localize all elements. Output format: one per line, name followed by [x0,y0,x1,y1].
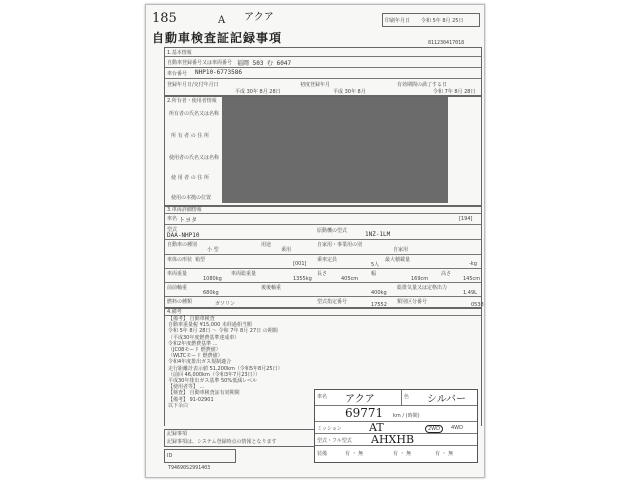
remark-line: （前回 46,000km（令和3年7月23日）） [168,371,261,378]
length: 405cm [341,276,359,282]
section4-label: 4.備考 [167,309,182,315]
weight: 1080kg [203,276,222,282]
sticker-maker-label: 車名 [317,394,328,400]
remark-line: 自動車重量税 ¥15,000 未経過相当額 [168,322,252,329]
maker: トヨタ [179,217,198,224]
hand-model: アクア [244,12,274,23]
front-axle: 680kg [203,290,219,296]
rear-axle: 400kg [371,290,387,296]
section3-label: 3.車両詳細情報 [167,207,202,213]
expiry: 令和 7年 8月 28日 [433,89,476,95]
owner-address-label: 所 有 者 の 住 所 [171,133,209,139]
id-label: ID [167,453,173,459]
first-reg-label: 登録年月日/交付年月日 [167,82,219,88]
user-address-label: 使 用 者 の 住 所 [171,175,209,181]
kind: 自家用 [393,247,409,253]
use-label: 用途 [261,242,272,248]
redacted-block [222,97,448,203]
user-name-label: 使用者の氏名又は名称 [169,155,220,161]
shape-code: [001] [293,261,307,267]
width: 169cm [411,276,429,282]
gross: 1355kg [293,276,312,282]
sticker-options-b: 有 ・ 無 [393,451,412,457]
kind-label: 自家用・事業用の別 [317,242,363,248]
page-title: 自動車検査証記録事項 [152,31,283,45]
width-label: 幅 [371,271,377,277]
doc-number: 811230417018 [428,40,465,46]
use: 乗用 [281,247,292,253]
fuel: ガソリン [215,301,236,307]
sticker-color-label: 色 [404,394,410,400]
type-no: 17552 [371,302,387,308]
hand-number: 185 [152,11,177,26]
print-date-box [382,13,480,27]
inspection-sticker [314,389,478,463]
front-axle-label: 前前軸重 [167,285,188,291]
sticker-maker: アクア [345,394,375,405]
record-box [164,429,316,447]
sticker-km-label: km / (時間) [393,413,420,419]
displacement: 1.49L [463,290,477,296]
remark-line: 【備考】 91-02901 [168,396,214,403]
hand-letter: A [218,15,226,26]
section2-label: 2.所有者・使用者情報 [167,98,217,104]
shape: 箱型 [195,257,206,263]
sticker-options-label: 装備 [317,451,328,457]
document-page [145,4,485,478]
height-label: 高さ [441,271,452,277]
type-no-label: 型式指定番号 [317,299,348,305]
displacement-label: 総排気量又は定格出力 [397,285,448,291]
remark-line: 走行距離計表示値 51,200km（令和5年8月25日） [168,365,283,372]
remark-line: 平成30年排出ガス基準 50%低減レベル [168,378,258,385]
owner-name-label: 所有者の氏名又は名称 [169,111,220,117]
id-value: T94690S2991403 [168,465,211,471]
model-label: 型式 [167,227,178,233]
sticker-options-a: 有 ・ 無 [345,451,364,457]
vin: NHP10-6773586 [195,69,242,76]
sticker-model-label: 型式・フル型式 [317,438,352,444]
class-no-label: 類別区分番号 [397,299,428,305]
first-reg2: 平成 30年 8月 [333,89,366,95]
model: DAA-NHP10 [167,232,200,239]
engine-label: 原動機の型式 [317,228,348,234]
remark-line: 【検査】 自動車検査証有効期間 [168,390,240,397]
engine: 1NZ-1LM [365,231,391,238]
gross-label: 車両総重量 [231,271,257,277]
section-basic-info [164,47,482,97]
record-note: 記録事項は、システム登録時点の情報となります [167,439,277,445]
base-location-label: 使用の本拠の位置 [171,195,212,201]
remark-line: 令和 5年 8月 28日 ～ 令和 7年 8月 27日 の期間 [168,328,278,335]
id-box [164,449,236,463]
first-reg2-label: 初度登録年月 [300,82,331,88]
class-no: 0538 [471,302,484,308]
weight-label: 車両重量 [167,271,188,277]
remark-line: （平成30年度燃費基準達成車） [168,334,240,341]
plate-number: 福岡 503 む 6047 [237,60,292,67]
rear-axle-label: 後後軸重 [261,285,282,291]
max-load: -kg [469,261,477,267]
remark-line: （JC08モード 燃費値） [168,347,221,354]
type: 小 型 [207,247,219,253]
sticker-model: AHXHB [371,433,415,446]
remarks-list [168,316,283,409]
sticker-mission-label: ミッション [317,426,342,432]
print-date-label: 印刷年月日 [385,18,411,24]
sticker-2wd: 2WD [425,425,443,433]
sticker-mission: AT [369,421,384,434]
section1-label: 1.基本情報 [167,50,192,56]
length-label: 長さ [317,271,328,277]
shape-label: 車体の形状 [167,257,193,263]
type-label: 自動車の種別 [167,242,198,248]
print-date: 令和 5年 8月 25日 [421,18,464,24]
first-reg: 平成 30年 8月 28日 [235,89,281,95]
capacity: 5人 [371,262,380,268]
remark-line: 令和2年度燃費基準 ... [168,340,218,347]
section-vehicle-info [164,205,482,309]
maker-label: 車名 [167,216,178,222]
sticker-km: 69771 [345,406,384,420]
capacity-label: 乗車定員 [317,257,338,263]
height: 145cm [463,276,481,282]
sticker-color: シルバー [427,394,467,405]
sticker-4wd: 4WD [451,425,463,431]
remark-line: 【使用者等】 ... [168,384,205,391]
expiry-label: 有効期間の満了する日 [397,82,448,88]
record-label: 記録事項 [167,431,188,437]
remark-line: 令和4年度排出ガス規制適合 [168,359,232,366]
remark-line: （WLTCモード 燃費値） [168,353,223,360]
max-load-label: 最大積載量 [385,257,411,263]
plate-label: 自動車登録番号又は車両番号 [167,60,233,66]
vin-label: 車台番号 [167,71,188,77]
maker-code: [194] [459,216,473,222]
sticker-options-c: 有 ・ 無 [435,451,454,457]
fuel-label: 燃料の種類 [167,299,193,305]
remark-line: 【備考】 自動車検査 [168,316,215,322]
remark-line: 以下余白 [168,402,189,409]
